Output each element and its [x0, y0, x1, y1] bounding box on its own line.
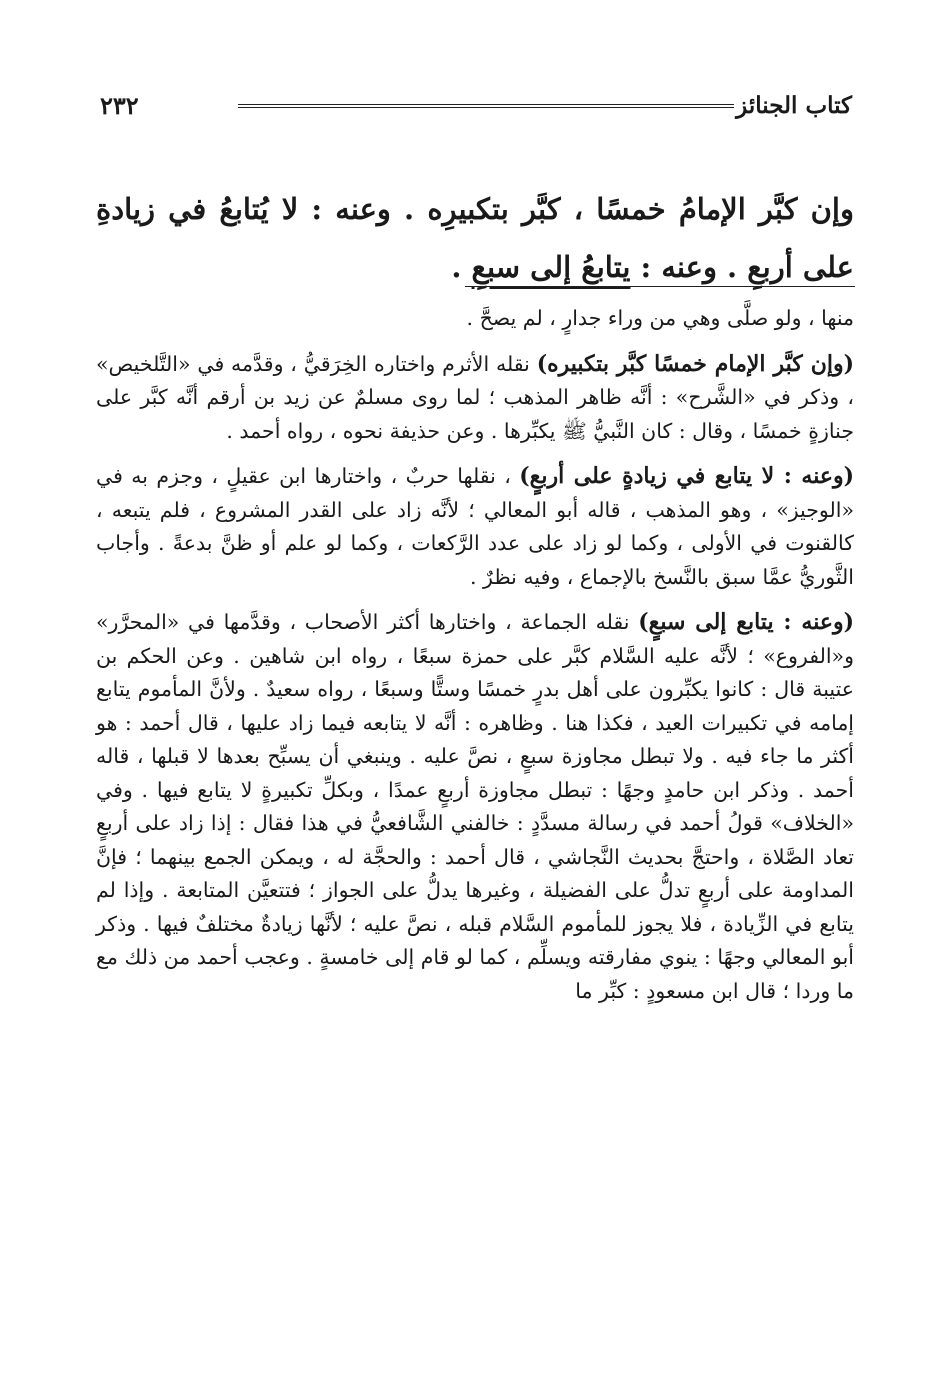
commentary-lemma: (وعنه : لا يتابع في زيادةٍ على أربعٍ): [519, 463, 854, 489]
commentary-text: نقله الجماعة ، واختارها أكثر الأصحاب ، وقدَّمها في «المحرَّر» و«الفروع» ؛ لأنَّه عليه السَّلام كبَّر على حمزة سبعًا ، رواه ابن شاهين . وعن الحكم بن عتيبة قال : كانوا يكبِّرون على أهل بدرٍ خمسًا وستًّا وسبعًا ، رواه سعيدٌ . ولأنَّ المأموم يتابع إمامه في تكبيرات العيد ، فكذا هنا . وظاهره : أنَّه لا يتابعه فيما زاد عليها ، قال أحمد : هو أكثر ما جاء فيه . ولا تبطل مجاوزة سبعٍ ، نصَّ عليه . وينبغي أن يسبِّح بعدها لا قبلها ، قاله أحمد . وذكر ابن حامدٍ وجهًا : تبطل مجاوزة أربعٍ عمدًا ، وبكلِّ تكبيرةٍ لا يتابع فيها . وفي «الخلاف» قولُ أحمد في رسالة مسدَّدٍ : خالفني الشَّافعيُّ في هذا فقال : إذا زاد على أربعٍ تعاد الصَّلاة ، واحتجَّ بحديث النَّجاشي ، قال أحمد : والحجَّة له ، ويمكن الجمع بينهما ؛ فإنَّ المداومة على أربعٍ تدلُّ على الفضيلة ، وغيرها يدلُّ على الجواز ؛ فتتعيَّن المتابعة . وإذا لم يتابع في الزِّيادة ، فلا يجوز للمأموم السَّلام قبله ، نصَّ عليه ؛ لأنَّها زيادةٌ مختلفٌ فيها . وذكر أبو المعالي وجهًا : ينوي مفارقته ويسلِّم ، كما لو قام إلى خامسةٍ . وعجب أحمد من ذلك مع ما وردا ؛ قال ابن مسعودٍ : كبِّر ما: [96, 610, 854, 1003]
commentary-lemma: (وإن كبَّر الإمام خمسًا كبَّر بتكبيره): [536, 350, 855, 377]
commentary-text: ، نقلها حربٌ ، واختارها ابن عقيلٍ ، وجزم به في «الوجيز» ، وهو المذهب ، قاله أبو المعالي ؛ لأنَّه زاد على القدر المشروع ، فلم يتبعه ، كالقنوت في الأولى ، وكما لو زاد على عدد الرَّكعات ، وكما لو علم أو ظنَّ بدعةً . وأجاب الثَّوريُّ عمَّا سبق بالنَّسخ بالإجماع ، وفيه نظرٌ .: [96, 464, 854, 589]
commentary-paragraph-3: [96, 606, 854, 1008]
commentary: [96, 302, 854, 1008]
page-number: ٢٣٢: [100, 91, 139, 120]
commentary-lemma: (وعنه : يتابع إلى سبعٍ): [638, 609, 854, 635]
main-text: [96, 180, 854, 296]
header-rule: [238, 104, 734, 108]
main-text-underlined: يتابعُ إلى سبعِ: [471, 250, 631, 284]
commentary-paragraph-2: [96, 460, 854, 594]
main-text-part-2: .: [451, 250, 472, 284]
commentary-text: منها ، ولو صلَّى وهي من وراء جدارٍ ، لم يصحَّ .: [466, 306, 854, 330]
commentary-text: نقله الأثرم واختاره الخِرَقيُّ ، وقدَّمه في «التَّلخيص» ، وذكر في «الشَّرح» : أنَّه ظاهر المذهب ؛ لما روى مسلمٌ عن زيد بن أرقم أنَّه كبَّر على جنازةٍ خمسًا ، وقال : كان النَّبيُّ ﷺ يكبِّرها . وعن حذيفة نحوه ، رواه أحمد .: [96, 351, 854, 443]
commentary-paragraph-0: [96, 302, 854, 336]
page-header: [100, 86, 852, 126]
section-divider: [465, 286, 855, 287]
running-title: كتاب الجنائز: [736, 92, 852, 119]
main-text-part-1: وإن كبَّر الإمامُ خمسًا ، كبَّر بتكبيرِه . وعنه : لا يُتابعُ في زيادةِ على أربعِ . وعنه :: [96, 192, 854, 284]
commentary-paragraph-1: [96, 348, 854, 449]
